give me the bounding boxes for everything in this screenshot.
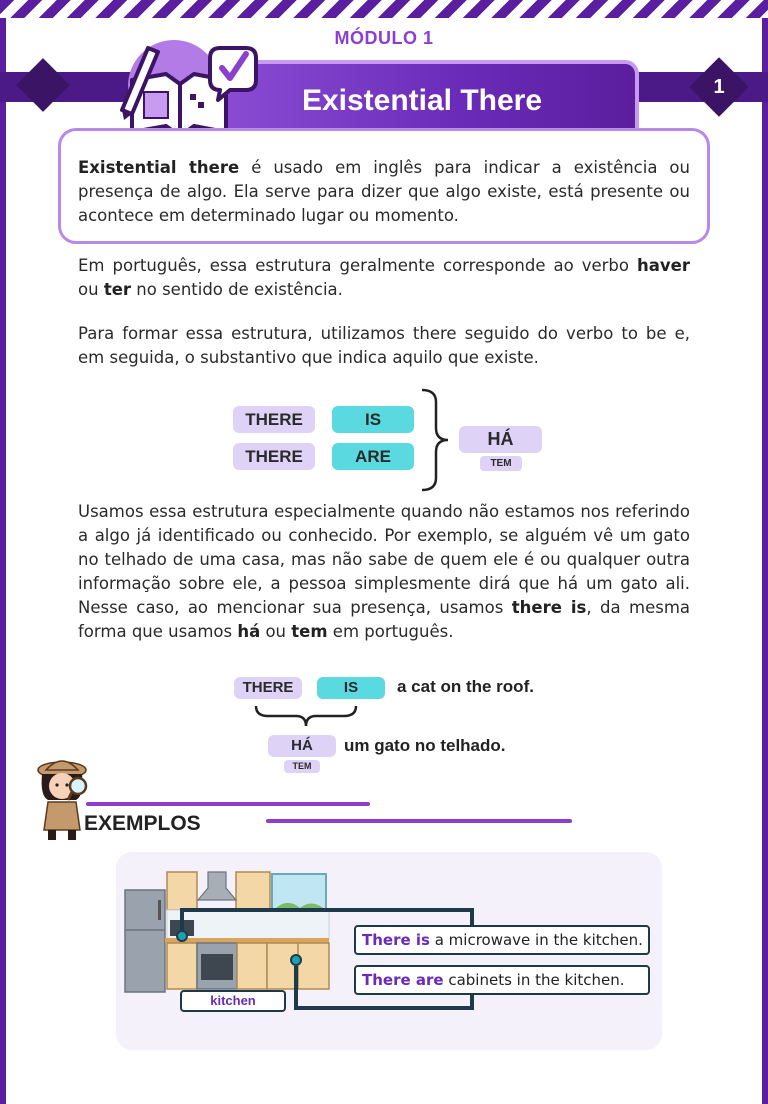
para3-text-4: em português. (327, 622, 454, 641)
chip-is: IS (332, 406, 414, 433)
example-sentence-microwave (354, 925, 650, 955)
para3-text-3: ou (260, 622, 292, 641)
cat-chip-tem: TEM (284, 760, 320, 773)
sentence1-highlight: There is (362, 931, 430, 949)
paragraph-formation: Para formar essa estrutura, utilizamos there seguido do verbo to be e, em seguida, o substantivo que indica aquilo que existe. (78, 324, 690, 367)
module-label: MÓDULO 1 (334, 28, 434, 48)
chip-are: ARE (332, 443, 414, 470)
sentence1-rest: a microwave in the kitchen. (429, 931, 643, 949)
para3-bold-ha: há (237, 622, 261, 641)
chip-there-2: THERE (233, 443, 315, 470)
para1-text-3: no sentido de existência. (131, 280, 343, 299)
para3-bold-there-is: there is (511, 598, 587, 617)
chip-tem: TEM (480, 456, 522, 471)
para1-bold-haver: haver (637, 256, 690, 275)
cat-chip-is: IS (317, 677, 385, 699)
para1-bold-ter: ter (103, 280, 132, 299)
para1-text-1: Em português, essa estrutura geralmente corresponde ao verbo (78, 256, 638, 275)
chip-there-1: THERE (233, 406, 315, 433)
cat-chip-ha: HÁ (268, 735, 336, 757)
page-number: 1 (713, 76, 725, 98)
cat-sentence-portuguese: um gato no telhado. (344, 736, 506, 755)
examples-title: EXEMPLOS (84, 812, 201, 835)
intro-body: é usado em inglês para indicar a existência ou presença de algo. Ela serve para dizer que algo existe, está presente ou acontece em determinado lugar ou momento. (78, 158, 690, 225)
kitchen-label: kitchen (180, 990, 286, 1012)
para3-bold-tem: tem (291, 622, 328, 641)
chip-ha: HÁ (459, 426, 542, 453)
para1-text-2: ou (78, 280, 104, 299)
sentence2-highlight: There are (362, 971, 444, 989)
para3-text-1: Usamos essa estrutura especialmente quando não estamos nos referindo a algo já identificado ou conhecido. Por exemplo, se alguém vê um gato no telhado de uma casa, mas não sabe de quem ele é ou qualquer outra informação sobre ele, a pessoa simplesmente dirá que há um gato ali. Nesse caso, ao mencionar sua presença, usamos (78, 502, 690, 617)
intro-bold-term: Existential there (78, 158, 240, 177)
para3-text-2: , da mesma forma que usamos (78, 598, 691, 641)
cat-sentence-english: a cat on the roof. (397, 677, 534, 696)
example-sentence-cabinets (354, 965, 650, 995)
sentence2-rest: cabinets in the kitchen. (443, 971, 625, 989)
cat-chip-there: THERE (234, 677, 302, 699)
page-title: Existential There (301, 84, 543, 117)
